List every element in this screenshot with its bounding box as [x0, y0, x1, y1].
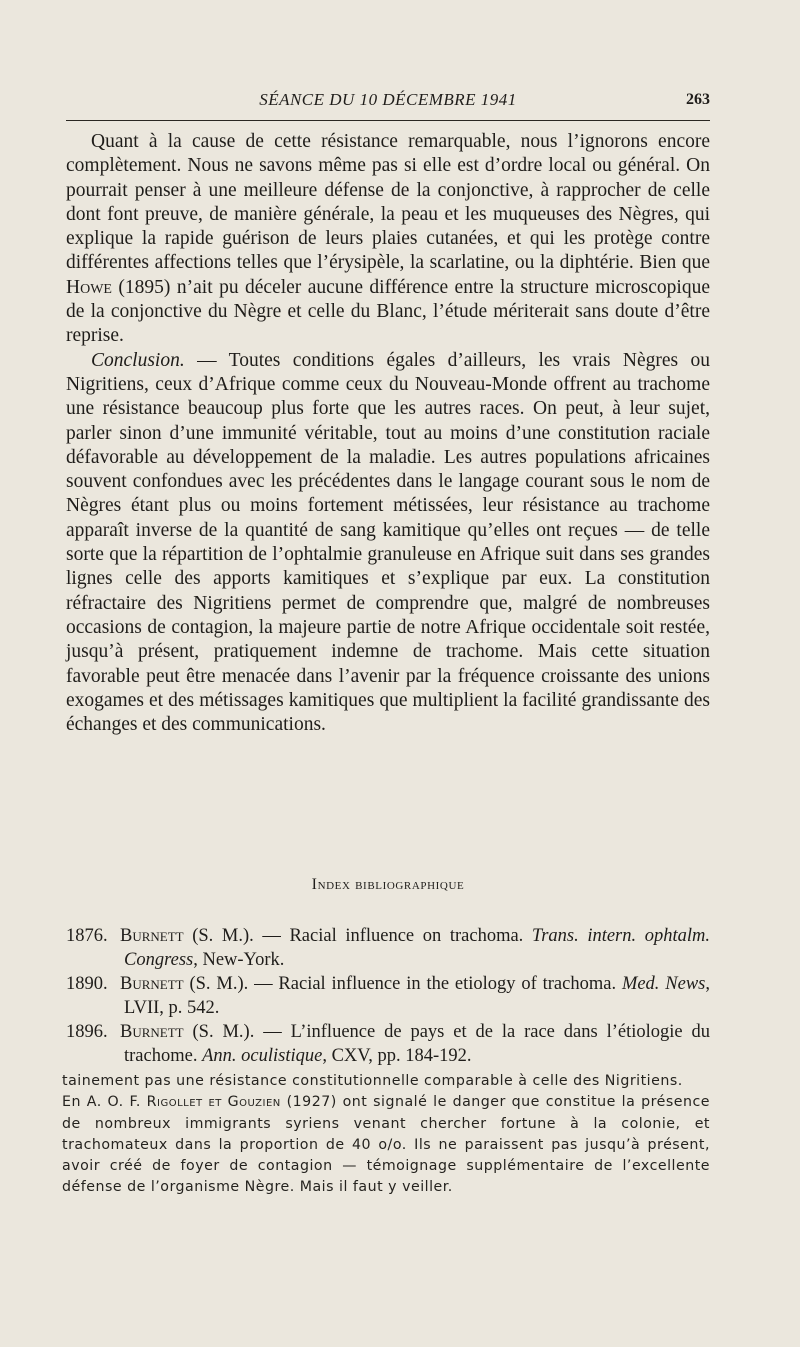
bib-source: Trans. intern. ophtalm. Congress — [124, 926, 711, 970]
index-heading: Index bibliographique — [311, 876, 465, 893]
paragraph-1 — [66, 130, 710, 349]
bib-author: Burnett — [120, 926, 184, 946]
footnote-2-text-a: En A. O. F. — [62, 1094, 147, 1111]
bib-rest: , LVII, p. 542. — [124, 974, 710, 1018]
footnote-2-text-b: (1927) ont signalé le danger que constitue la présence de nombreux immigrants syriens venant chercher fortune à la colonie, et trachomateux dans la proportion de 40 o/o. Ils ne paraissent pas jusqu’à présent, avoir créé de foyer de contagion — témoignage supplémentaire de l’excellente défense de l’organisme Nègre. Mais il faut y veiller. — [62, 1094, 710, 1196]
paragraph-1-text-a: Quant à la cause de cette résistance remarquable, nous l’ignorons encore complètement. Nous ne savons même pas si elle est d’ordre local ou général. On pourrait penser à une meilleure défense de la conjonctive, à rapprocher de celle dont font preuve, de manière générale, la peau et les muqueuses des Nègres, qui explique la rapide guérison de leurs plaies cutanées, et qui les protège contre différentes affections telles que l’érysipèle, la scarlatine, ou la diphtérie. Bien que — [66, 131, 710, 274]
bib-source: Ann. oculistique — [202, 1045, 323, 1066]
author-howe: Howe — [66, 276, 112, 298]
conclusion-label: Conclusion. — [91, 349, 185, 371]
conclusion-text: — Toutes conditions égales d’ailleurs, les vrais Nègres ou Nigritiens, ceux d’Afrique comme ceux du Nouveau-Monde offrent au trachome une résistance beaucoup plus forte que les autres races. On peut, à leur sujet, parler sinon d’une immunité véritable, tout au moins d’une constitution raciale défavorable au développement de la maladie. Les autres populations africaines souvent confondues avec les précédentes dans le langage courant sous le nom de Nègres étant plus ou moins fortement métissées, leur résistance au trachome apparaît inverse de la quantité de sang kamitique qu’elles ont reçues — de telle sorte que la répartition de l’ophtalmie granuleuse en Afrique suit dans ses grandes lignes celle des apports kamitiques et s’explique par eux. La constitution réfractaire des Nigritiens permet de comprendre que, malgré de nombreuses occasions de contagion, la majeure partie de notre Afrique occidentale soit restée, jusqu’à présent, pratiquement indemne de trachome. Mais cette situation favorable peut être menacée dans l’avenir par la fréquence croissante des unions exogames et des métissages kamitiques que multiplient la facilité grandissante des échanges et des communications. — [66, 349, 710, 736]
bib-rest: , New-York. — [193, 949, 285, 970]
bib-title: (S. M.). — L’influence de pays et de la race dans l’étiologie du trachome. — [124, 1022, 710, 1066]
footnote-paragraph-1: tainement pas une résistance constitutionnelle comparable à celle des Nigritiens. — [62, 1073, 683, 1089]
bib-author: Burnett — [120, 1022, 184, 1042]
bib-year: 1890. — [66, 974, 108, 994]
bib-title: (S. M.). — Racial influence on trachoma. — [183, 926, 532, 946]
bib-entry — [66, 973, 710, 1020]
running-header — [66, 90, 710, 116]
paragraph-conclusion — [66, 349, 710, 738]
header-title: SÉANCE DU 10 DÉCEMBRE 1941 — [259, 90, 517, 109]
footnote-paragraph-2 — [62, 1092, 710, 1198]
main-text — [66, 130, 710, 737]
bibliography — [66, 925, 710, 1069]
bib-year: 1876. — [66, 926, 108, 946]
bib-year: 1896. — [66, 1022, 108, 1042]
bib-entry — [66, 925, 710, 972]
bib-title: (S. M.). — Racial influence in the etiology of trachoma. — [183, 974, 622, 994]
footnote-authors: Rigollet et Gouzien — [146, 1094, 281, 1111]
paragraph-1-text-b: (1895) n’ait pu déceler aucune différence entre la structure microscopique de la conjonctive du Nègre et celle du Blanc, l’étude mériterait sans doute d’être reprise. — [66, 276, 710, 347]
bib-entry — [66, 1021, 710, 1068]
bib-rest: , CXV, pp. 184-192. — [322, 1045, 472, 1066]
page-number: 263 — [686, 91, 710, 108]
bib-source: Med. News — [621, 974, 706, 994]
bib-author: Burnett — [120, 974, 184, 994]
footnote — [62, 1071, 710, 1199]
header-rule — [66, 120, 710, 121]
